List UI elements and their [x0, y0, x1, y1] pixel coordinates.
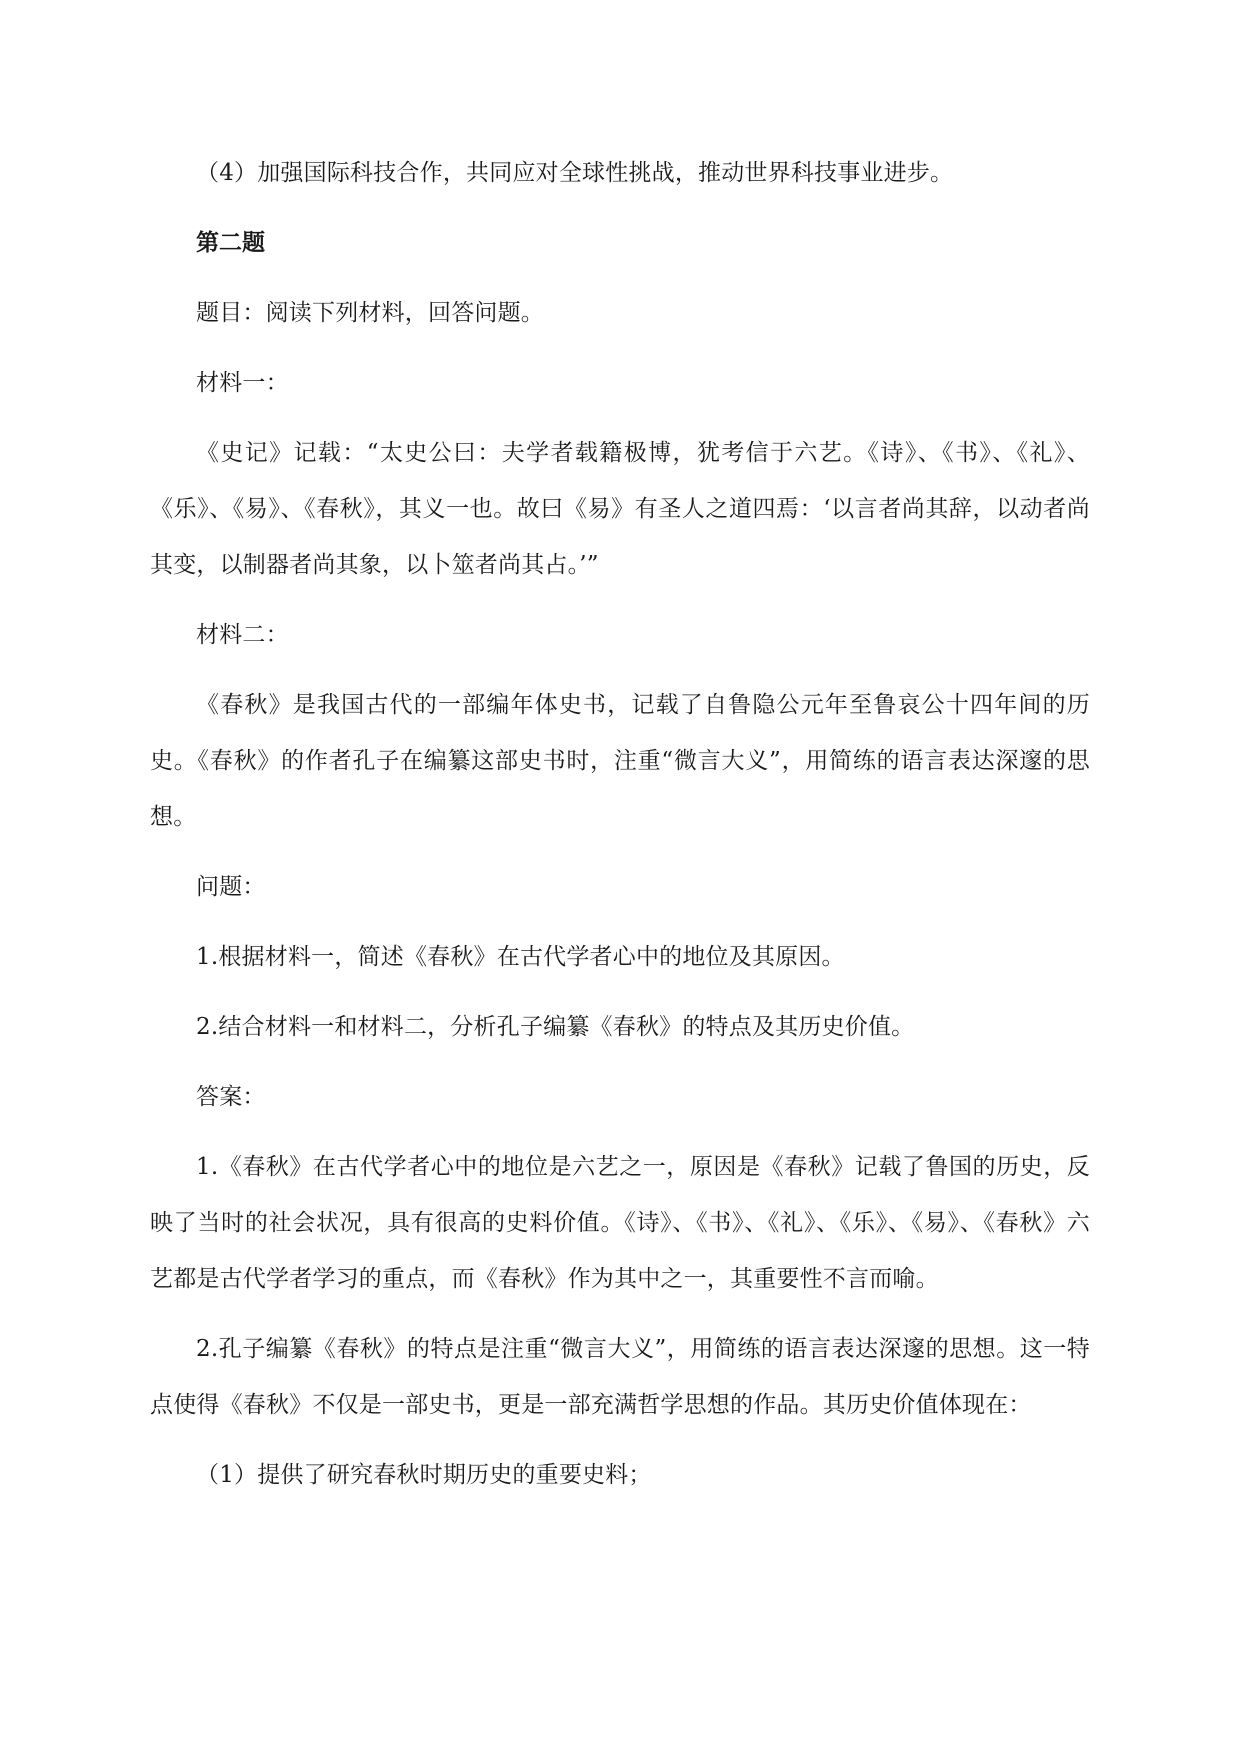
questions-label: 问题：	[196, 874, 266, 900]
section-heading: 第二题	[196, 229, 265, 256]
question-2: 2.结合材料一和材料二，分析孔子编纂《春秋》的特点及其历史价值。	[196, 1014, 915, 1040]
answer-item-4: （4）加强国际科技合作，共同应对全球性挑战，推动世界科技事业进步。	[196, 160, 954, 186]
material-two-text: 《春秋》是我国古代的一部编年体史书，记载了自鲁隐公元年至鲁哀公十四年间的历史。《春秋》的作者孔子在编纂这部史书时，注重“微言大义”，用简练的语言表达深邃的思想。	[150, 692, 1090, 830]
material-two-label: 材料二：	[196, 622, 289, 648]
document-body	[150, 145, 1090, 1503]
answer-1: 1.《春秋》在古代学者心中的地位是六艺之一，原因是《春秋》记载了鲁国的历史，反映了当时的社会状况，具有很高的史料价值。《诗》、《书》、《礼》、《乐》、《易》、《春秋》六艺都是古代学者学习的重点，而《春秋》作为其中之一，其重要性不言而喻。	[150, 1154, 1090, 1292]
answer-2: 2.孔子编纂《春秋》的特点是注重“微言大义”，用简练的语言表达深邃的思想。这一特点使得《春秋》不仅是一部史书，更是一部充满哲学思想的作品。其历史价值体现在：	[150, 1336, 1090, 1418]
material-one-label: 材料一：	[196, 370, 289, 396]
question-prompt: 题目：阅读下列材料，回答问题。	[196, 300, 544, 326]
answers-label: 答案：	[196, 1084, 266, 1110]
question-1: 1.根据材料一，简述《春秋》在古代学者心中的地位及其原因。	[196, 944, 845, 970]
answer-2-item-1: （1）提供了研究春秋时期历史的重要史料；	[196, 1462, 652, 1488]
material-one-text: 《史记》记载：“太史公曰：夫学者载籍极博，犹考信于六艺。《诗》、《书》、《礼》、《乐》、《易》、《春秋》，其义一也。故曰《易》有圣人之道四焉：‘以言者尚其辞，以动者尚其变，以制器者尚其象，以卜筮者尚其占。’”	[150, 440, 1090, 578]
